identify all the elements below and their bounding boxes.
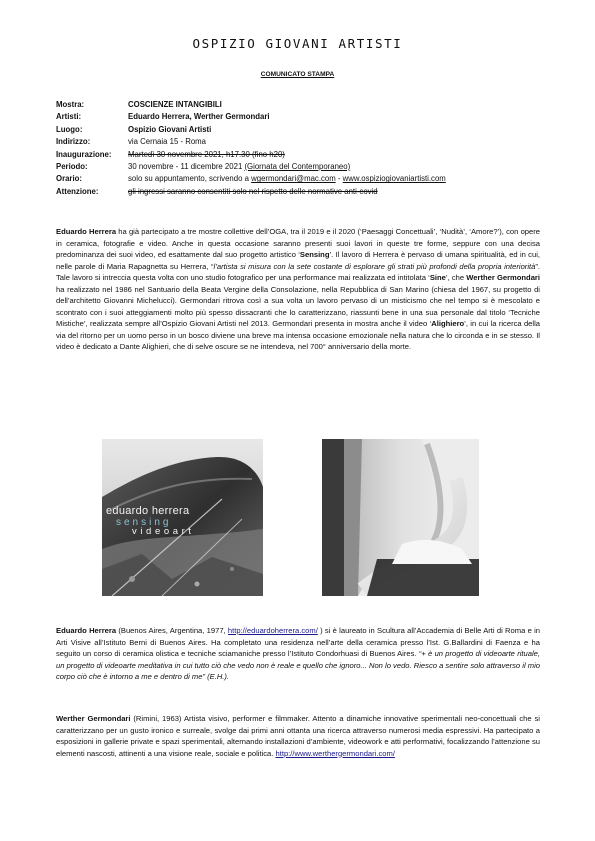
hours-separator: - <box>335 174 343 184</box>
paragraph-text: ) si è laureato in Scultura all’Accademia di Belle Arti di Roma e in Arti Visive all’Istituto Berni di Buenos Aires. Ha completato una residenza nell’arte della ceramica presso l’Ist. G.Ballardini di Faenza e ha seguito un corso di ceramica olistica e tecniche sciamaniche presso l’Istituto Condorhuasi di Buenos Aires. <box>56 626 540 658</box>
work-title: Sensing <box>299 250 330 259</box>
quote: “+ è un progetto di videoarte rituale, un progetto di videoarte meditativa in cui tutto ciò che vedo non è reale e quello che ignoro... Non lo vedo. Riesco a sentire solo attraverso il mio corpo ciò che è intorno a me e dentro di me” (E.H.). <box>56 649 540 681</box>
paragraph-text: ’, che <box>445 273 467 282</box>
sensing-videoart-image <box>102 439 263 596</box>
germondari-bio-paragraph <box>56 713 540 759</box>
info-row-inaugurazione <box>56 149 546 161</box>
info-table <box>56 99 546 198</box>
info-label: Mostra: <box>56 100 85 109</box>
image-overlay-kind: videoart <box>132 526 195 537</box>
artist-name: Werther Germondari <box>56 714 131 723</box>
notice-value: gli ingressi saranno consentiti solo nel rispetto delle normative anti-covid <box>128 186 378 196</box>
interior-sculpture-photo <box>322 439 479 596</box>
info-row-indirizzo <box>56 136 546 148</box>
press-release-label: COMUNICATO STAMPA <box>260 71 335 78</box>
germondari-website-link[interactable]: http://www.werthergermondari.com/ <box>275 748 395 758</box>
info-row-artisti <box>56 111 546 123</box>
period-dates: 30 novembre - 11 dicembre 2021 <box>128 161 245 171</box>
info-row-attenzione <box>56 186 546 198</box>
hours-value <box>128 173 446 185</box>
paragraph-text: ’. Il lavoro di Herrera è pervaso di umana spiritualità, ed in cui, nelle parole di Maria Rapagnetta su Herrera, “ <box>56 250 540 271</box>
info-row-periodo <box>56 161 546 173</box>
address-value: via Cernaia 15 - Roma <box>128 137 207 147</box>
artists-value: Eduardo Herrera, Werther Germondari <box>128 112 270 122</box>
website-link[interactable]: www.ospiziogiovaniartisti.com <box>342 174 446 184</box>
exhibition-title: COSCIENZE INTANGIBILI <box>128 100 222 109</box>
image-overlay-name: eduardo herrera <box>106 505 190 517</box>
info-label: Luogo: <box>56 124 83 134</box>
herrera-bio-paragraph <box>56 625 540 683</box>
info-label: Indirizzo: <box>56 137 91 147</box>
venue-value: Ospizio Giovani Artisti <box>128 124 212 134</box>
opening-value: Martedì 30 novembre 2021, h17.30 (fino h20) <box>128 149 285 159</box>
work-title: Sine <box>429 273 446 282</box>
artist-name: Eduardo Herrera <box>56 626 117 635</box>
paragraph-text: (Rimini, 1963) Artista visivo, performer e filmmaker. Attento a dinamiche innovative sperimentali neo-concettuali che si caratterizzano per un gusto ironico e surreale, svolge dai primi anni ottanta una ricerca attraverso numerosi media espressivi. Ha partecipato a esposizioni in gallerie private e spazi sperimentali, alternando installazioni d’ambiente, videowork e atti performativi, focalizzando l’attenzione su elementi nascosti, attinenti a una visione reale, sociale e politica. <box>56 714 540 758</box>
paragraph-text: ”. Tale lavoro si intreccia questa volta con uno studio fotografico per una performance mai realizzata ed intitolata ‘ <box>56 261 540 282</box>
paragraph-text: (Buenos Aires, Argentina, 1977, <box>116 626 228 635</box>
church-sculpture-photo <box>322 439 479 596</box>
hours-text: solo su appuntamento, scrivendo a <box>128 174 252 184</box>
info-row-orario <box>56 173 546 185</box>
info-label: Artisti: <box>56 112 82 122</box>
info-label: Attenzione: <box>56 186 99 196</box>
quote: l’artista si misura con la sete costante di esplorare gli strati più profondi della propria interiorità <box>213 261 536 271</box>
artist-name: Eduardo Herrera <box>56 227 117 236</box>
info-label: Orario: <box>56 174 82 184</box>
info-label: Inaugurazione: <box>56 149 112 159</box>
herrera-website-link[interactable]: http://eduardoherrera.com/ <box>227 626 318 635</box>
info-row-mostra <box>56 99 546 111</box>
header-title: OSPIZIO GIOVANI ARTISTI <box>192 36 403 51</box>
info-row-luogo <box>56 124 546 136</box>
info-label: Periodo: <box>56 161 88 171</box>
image-overlay-project: sensing <box>116 517 172 528</box>
period-note: (Giornata del Contemporaneo) <box>244 161 351 171</box>
artist-name: Werther Germondari <box>466 273 540 282</box>
paragraph-text: ’, in cui la ricerca della via del ritorno per un uomo perso in un bosco diviene una breve ma intensa occasione emozionale nella natura che lo circonda e in se stesso. Il video è dedicato a Dante Alighieri, che di selve oscure se ne intendeva, nel 700° anniversario della morte. <box>56 319 541 351</box>
email-link[interactable]: wgermondari@mac.com <box>251 174 336 184</box>
paragraph-text: ha già partecipato a tre mostre collettive dell’OGA, tra il 2019 e il 2020 (‘Paesaggi Concettuali’, ‘Nudità’, ‘Amore?’), con opere in ceramica, fotografie e video. Anche in questa occasione saranno presenti suoi lavori in queste tre forme, seppure con una decisa predominanza dei suoi video, ed esattamente dal suo progetto artistico ‘ <box>56 227 540 259</box>
work-title: Alighiero <box>431 319 465 328</box>
period-value <box>128 161 350 173</box>
intro-paragraph <box>56 226 540 353</box>
paragraph-text: ha realizzato nel 1986 nel Santuario della Beata Vergine della Consolazione, nella Repubblica di San Marino (chiesa del 1967, su progetto di dell’architetto Giovanni Michelucci). Germondari ritrova così a sua volta un lavoro pervaso di un misticismo che nel tempo si è mescolato e scontrato con i suoi atteggiamenti molto più spesso dissacranti che lo caratterizzano, riassunti bene in una sua personale dal titolo ‘Tecniche Mistiche’, realizzata sempre all’Ospizio Giovani Artisti nel 2013. Germondari presenta in mostra anche il video ‘ <box>56 284 540 328</box>
